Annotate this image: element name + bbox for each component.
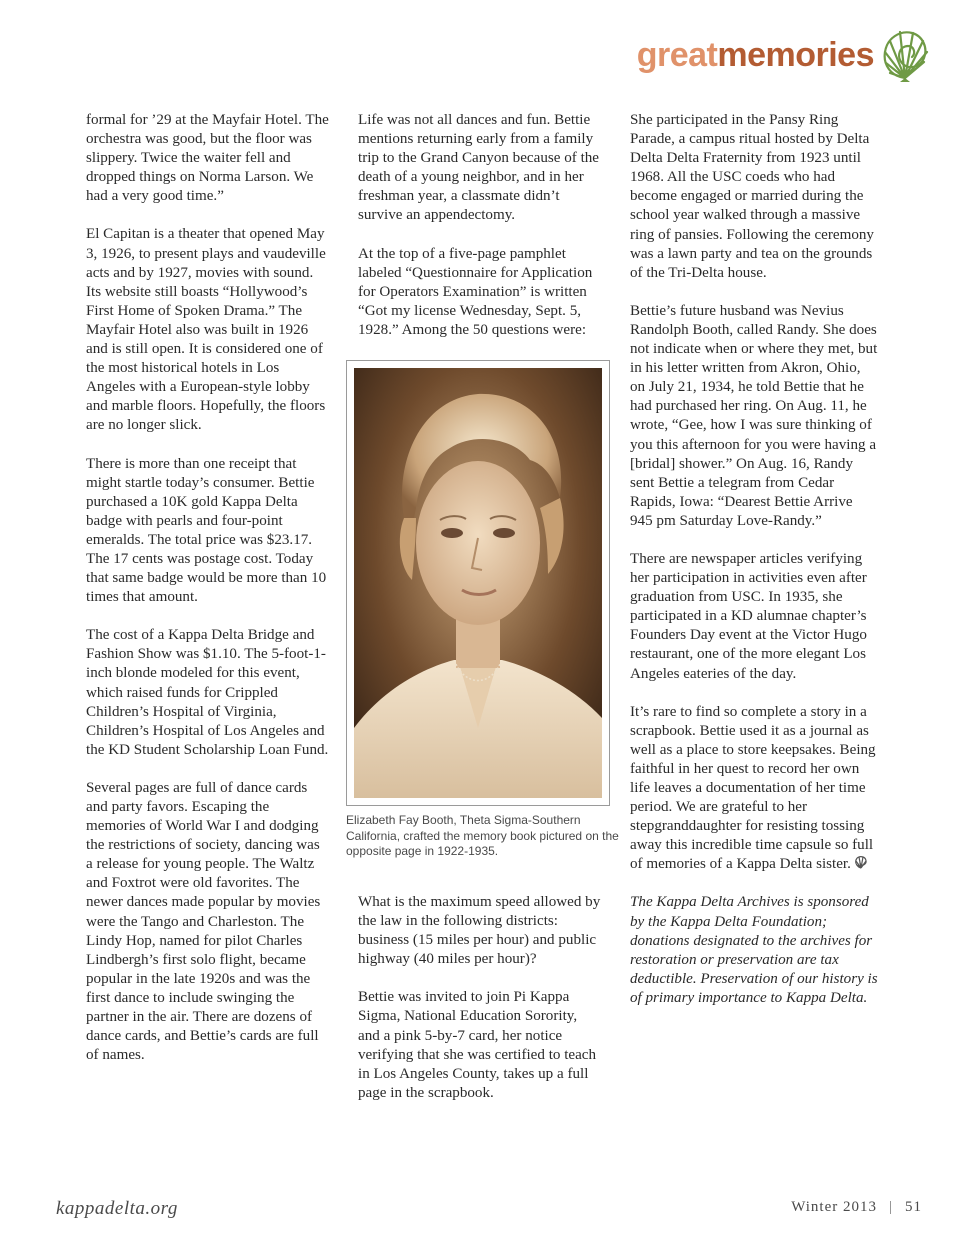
paragraph: Several pages are full of dance cards and party favors. Escaping the memories of World War I and dodging the restrictions of society, dancing was a release for young people. The Waltz and Foxtrot were old favorites. The newer dances made popular by movies were the Tango and Charleston. The Lindy Hop, named for pilot Charles Lindbergh’s first solo flight, became popular in the late 1920s and was the first dance to include swinging the partner in the air. There are dozens of dance cards, and Bettie’s cards are full of names. xyxy=(86,779,321,1064)
paragraph: Bettie was invited to join Pi Kappa Sigma, National Education Sorority, and a pink 5-by-7 card, her notice verifying that she was certified to teach in Los Angeles County, takes up a full page in the scrapbook. xyxy=(358,989,597,1101)
archives-sponsor-note: The Kappa Delta Archives is sponsored by the Kappa Delta Foundation; donations designated to the archives for restoration or preservation are tax deductible. Preservation of our history is of primary importance to Kappa Delta. xyxy=(630,894,878,1006)
paragraph: El Capitan is a theater that opened May 3, 1926, to present plays and vaudeville acts and by 1927, movies with sound. Its website still boasts “Hollywood’s First Home of Spoken Drama.” The Mayfair Hotel also was built in 1926 and is still open. It is considered one of the most historical hotels in Los Angeles with a European-style lobby and marble floors. Hopefully, the floors are no longer slick. xyxy=(86,226,326,434)
paragraph: formal for ’29 at the Mayfair Hotel. The orchestra was good, but the floor was slippery. Twice the waiter fell and dropped things on Norma Larson. We had a very good time.” xyxy=(86,112,329,205)
portrait-image xyxy=(354,368,602,798)
paragraph: There are newspaper articles verifying her participation in activities even after graduation from USC. In 1935, she participated in a KD alumnae chapter’s Founders Day event at the Victor Hugo restaurant, one of the more elegant Los Angeles eateries of the day. xyxy=(630,550,867,682)
text-column-2 xyxy=(358,111,602,359)
section-title-great: great xyxy=(636,36,718,74)
nautilus-shell-icon xyxy=(880,26,930,84)
paragraph: She participated in the Pansy Ring Parade, a campus ritual hosted by Delta Delta Delta Fraternity from 1923 until 1968. All the USC coeds who had become engaged or married during the school year walked through a massive ring of pansies. Following the ceremony was a lawn party and tea on the grounds of the Tri-Delta house. xyxy=(630,112,874,281)
footer-issue-info xyxy=(791,1199,922,1216)
text-column-3 xyxy=(630,111,878,1027)
paragraph-text: It’s rare to find so complete a story in a scrapbook. Bettie used it as a journal as well as a place to store keepsakes. Being faithful in her quest to record her own life leaves a documentation of her time period. We are grateful to her stepgranddaughter for resisting tossing away this incredible time capsule so full of memories of a Kappa Delta sister. xyxy=(630,703,876,873)
section-title xyxy=(637,38,874,72)
paragraph: Bettie’s future husband was Nevius Randolph Booth, called Randy. She does not indicate when or where they met, but in his letter written from Akron, Ohio, on July 21, 1934, he told Bettie that he had purchased her ring. On Aug. 11, he wrote, “Gee, how I was sure thinking of you this afternoon for you were having a [bridal] shower.” On Aug. 16, Randy sent Bettie a telegram from Cedar Rapids, Iowa: “Dearest Bettie Arrive 945 pm Saturday Love-Randy.” xyxy=(630,302,878,529)
portrait-photo xyxy=(346,360,610,806)
kappa-delta-shell-end-icon xyxy=(854,855,868,869)
section-header xyxy=(637,24,930,86)
paragraph: What is the maximum speed allowed by the law in the following districts: business (15 miles per hour) and public highway (40 miles per hour)? xyxy=(358,894,601,968)
section-title-memories: memories xyxy=(717,36,874,74)
footer-separator: | xyxy=(888,1199,893,1215)
paragraph: Life was not all dances and fun. Bettie mentions returning early from a family trip to the Grand Canyon because of the death of a young neighbor, and in her freshman year, a classmate didn’t survive an appendectomy. xyxy=(358,112,600,224)
text-column-1 xyxy=(86,111,330,1084)
page-number: 51 xyxy=(905,1199,922,1215)
footer-website: kappadelta.org xyxy=(56,1198,178,1219)
issue-date: Winter 2013 xyxy=(791,1199,877,1215)
paragraph: The cost of a Kappa Delta Bridge and Fashion Show was $1.10. The 5-foot-1-inch blonde modeled for this event, which raised funds for Crippled Children’s Hospital of Virginia, Children’s Hospital of Los Angeles and the KD Student Scholarship Loan Fund. xyxy=(86,627,329,758)
paragraph-with-endmark xyxy=(630,703,878,875)
paragraph: There is more than one receipt that might startle today’s consumer. Bettie purchased a 10K gold Kappa Delta badge with pearls and four-point emeralds. The total price was $23.17. The 17 cents was postage cost. Today that same badge would be more than 10 times that amount. xyxy=(86,455,327,606)
photo-caption: Elizabeth Fay Booth, Theta Sigma-Southern California, crafted the memory book pictured on the opposite page in 1922-1935. xyxy=(346,813,619,858)
text-column-2-continued xyxy=(358,893,602,1122)
paragraph: At the top of a five-page pamphlet labeled “Questionnaire for Application for Operators Examination” is written “Got my license Wednesday, Sept. 5, 1928.” Among the 50 questions were: xyxy=(358,245,593,338)
